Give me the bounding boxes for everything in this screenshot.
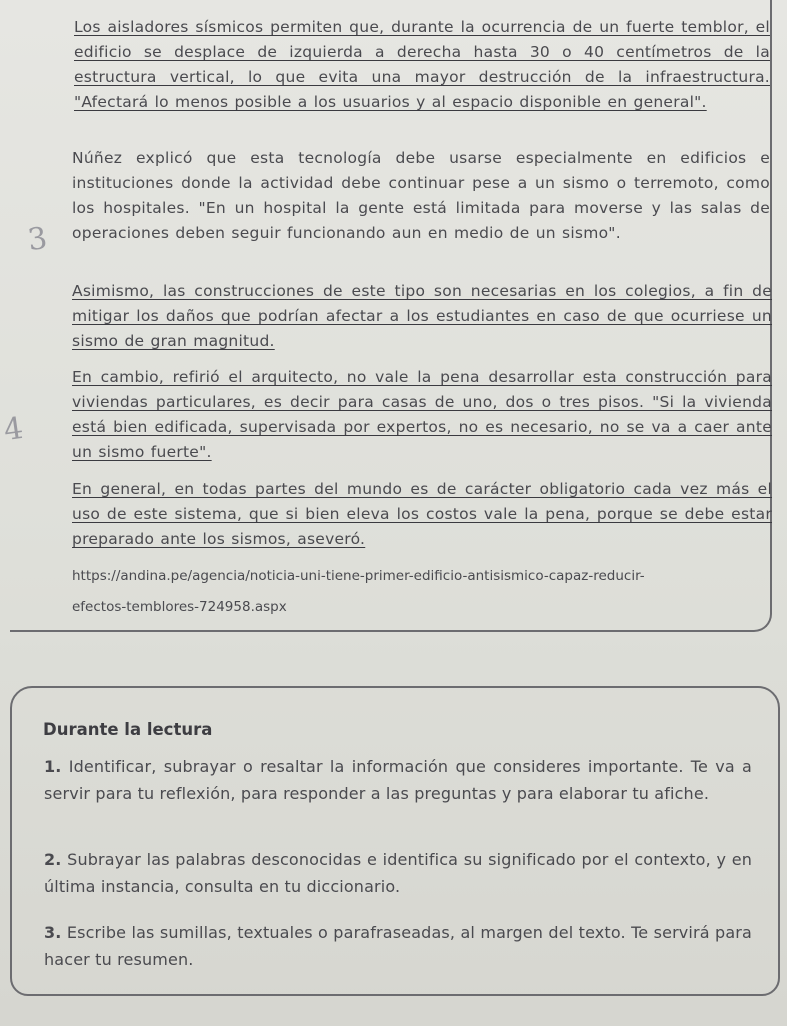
task-number: 2. — [44, 850, 62, 869]
article-paragraph-4 — [72, 365, 772, 465]
reading-task-1 — [44, 753, 752, 807]
task-text: Subrayar las palabras desconocidas e identifica su significado por el contexto, y en última instancia, consulta en tu diccionario. — [44, 850, 752, 896]
underlined-text: Los aisladores sísmicos permiten que, durante la ocurrencia de un fuerte temblor, el edificio se desplace de izquierda a derecha hasta 30 o 40 centímetros de la estructura vertical, lo que evita una mayor destrucción de la infraestructura. "Afectará lo menos posible a los usuarios y al espacio disponible en general". — [74, 18, 770, 111]
margin-note-4: 4 — [1, 410, 26, 449]
underlined-text: Asimismo, las construcciones de este tipo son necesarias en los colegios, a fin de mitigar los daños que podrían afectar a los estudiantes en caso de que ocurriese un sismo de gran magnitud. — [72, 282, 772, 350]
article-paragraph-3 — [72, 279, 772, 354]
underlined-text: En general, en todas partes del mundo es de carácter obligatorio cada vez más el uso de este sistema, que si bien eleva los costos vale la pena, porque se debe estar preparado ante los sismos, aseveró. — [72, 480, 772, 548]
task-text: Identificar, subrayar o resaltar la información que consideres importante. Te va a servir para tu reflexión, para responder a las preguntas y para elaborar tu afiche. — [44, 757, 752, 803]
reading-task-2 — [44, 846, 752, 900]
source-url-line-2: efectos-temblores-724958.aspx — [72, 599, 287, 615]
margin-note-3: 3 — [25, 220, 50, 259]
reading-task-3 — [44, 919, 752, 973]
article-paragraph-5 — [72, 477, 772, 552]
task-number: 3. — [44, 923, 62, 942]
source-url-line-1: https://andina.pe/agencia/noticia-uni-tiene-primer-edificio-antisismico-capaz-reducir- — [72, 568, 645, 584]
task-text: Escribe las sumillas, textuales o parafraseadas, al margen del texto. Te servirá para hacer tu resumen. — [44, 923, 752, 969]
article-paragraph-2: Núñez explicó que esta tecnología debe usarse especialmente en edificios e instituciones donde la actividad debe continuar pese a un sismo o terremoto, como los hospitales. "En un hospital la gente está limitada para moverse y las salas de operaciones deben seguir funcionando aun en medio de un sismo". — [72, 149, 770, 242]
task-number: 1. — [44, 757, 62, 776]
underlined-text: En cambio, refirió el arquitecto, no vale la pena desarrollar esta construcción para viviendas particulares, es decir para casas de uno, dos o tres pisos. "Si la vivienda está bien edificada, supervisada por expertos, no es necesario, no se va a caer ante un sismo fuerte". — [72, 368, 772, 461]
reading-title: Durante la lectura — [43, 720, 213, 739]
article-paragraph-1 — [74, 15, 770, 115]
